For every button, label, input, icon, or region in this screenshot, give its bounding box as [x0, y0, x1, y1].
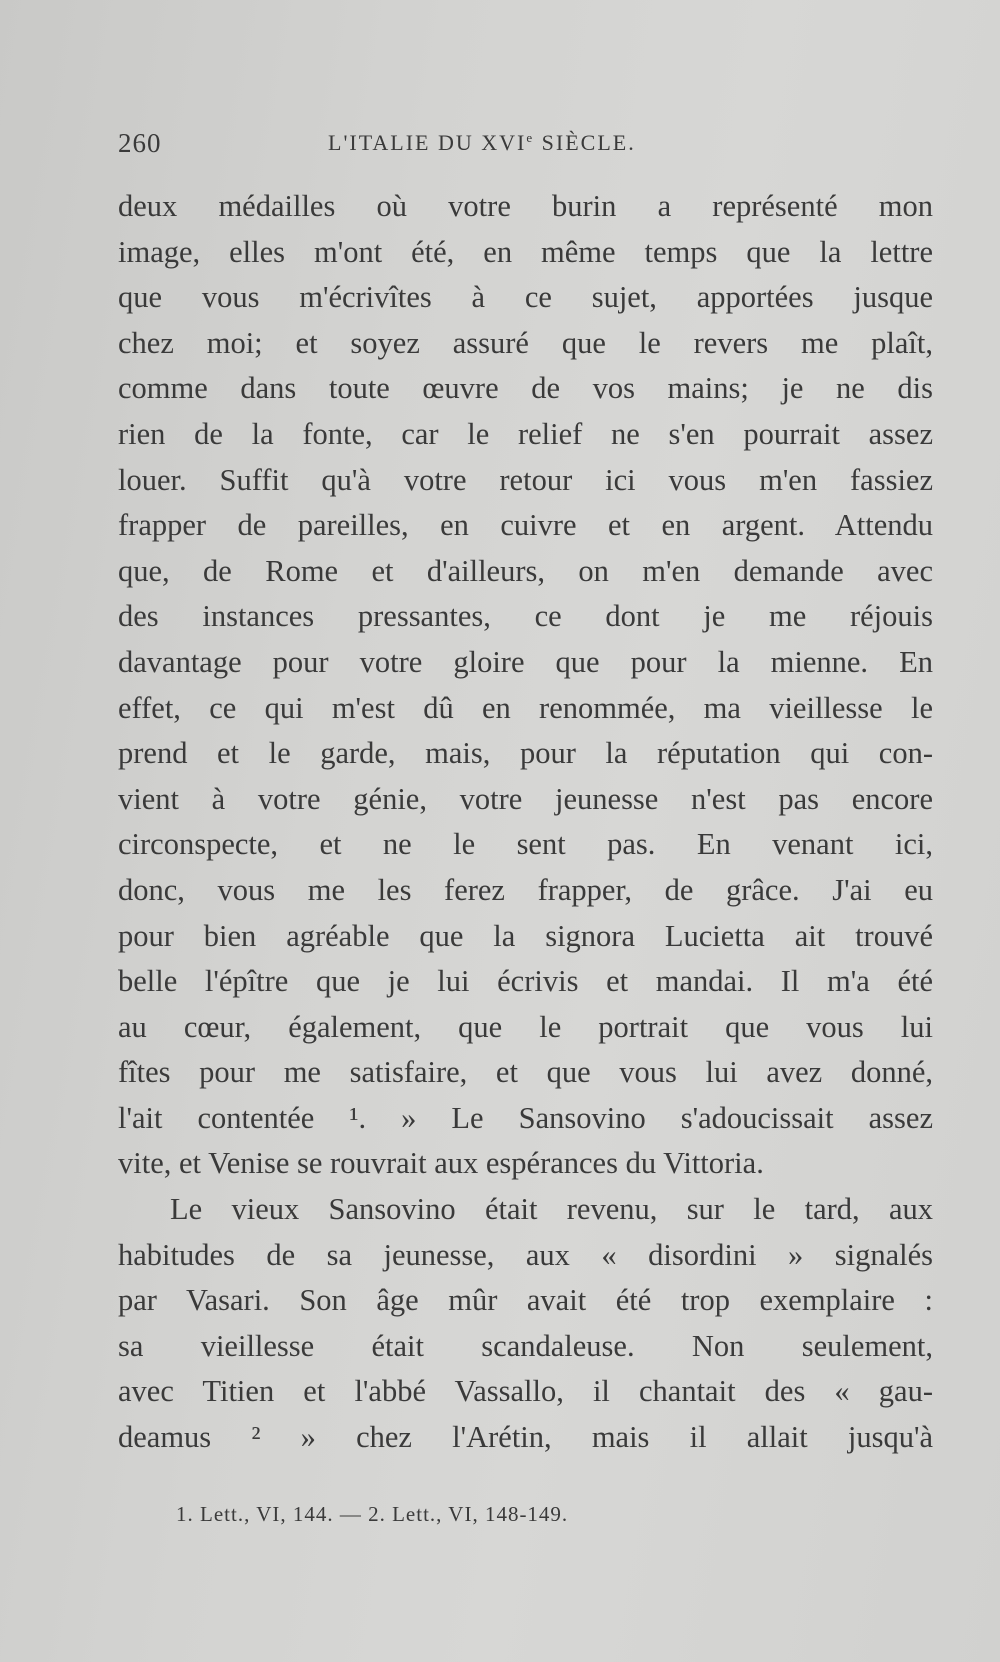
text-line: habitudes de sa jeunesse, aux « disordini » signalés [118, 1237, 933, 1272]
text-line: que, de Rome et d'ailleurs, on m'en demande avec [118, 553, 933, 588]
running-title [328, 130, 636, 156]
text-line: des instances pressantes, ce dont je me réjouis [118, 599, 933, 634]
text-line: deamus ² » chez l'Arétin, mais il allait jusqu'à [118, 1420, 933, 1455]
text-line: au cœur, également, que le portrait que vous lui [118, 1009, 933, 1044]
text-line: sa vieillesse était scandaleuse. Non seulement, [118, 1328, 933, 1363]
body-text [118, 184, 933, 1461]
text-line: circonspecte, et ne le sent pas. En venant ici, [118, 827, 933, 862]
text-line: par Vasari. Son âge mûr avait été trop exemplaire : [118, 1283, 933, 1318]
text-line: deux médailles où votre burin a représenté mon [118, 189, 933, 223]
running-title-main: L'ITALIE DU XVI [328, 130, 527, 155]
text-line: belle l'épître que je lui écrivis et mandai. Il m'a été [118, 964, 933, 999]
text-line: comme dans toute œuvre de vos mains; je ne dis [118, 371, 933, 406]
text-line: vient à votre génie, votre jeunesse n'est pas encore [118, 781, 933, 816]
text-line: davantage pour votre gloire que pour la mienne. En [118, 644, 933, 679]
text-line: frapper de pareilles, en cuivre et en argent. Attendu [118, 508, 933, 543]
text-line: vite, et Venise se rouvrait aux espérances du Vittoria. [118, 1146, 764, 1181]
text-line: l'ait contentée ¹. » Le Sansovino s'adoucissait assez [118, 1100, 933, 1135]
text-line: louer. Suffit qu'à votre retour ici vous m'en fassiez [118, 462, 933, 497]
text-line: pour bien agréable que la signora Lucietta ait trouvé [118, 918, 933, 953]
footnotes: 1. Lett., VI, 144. — 2. Lett., VI, 148-149. [176, 1502, 569, 1526]
text-line: fîtes pour me satisfaire, et que vous lui avez donné, [118, 1055, 933, 1090]
page-number: 260 [118, 128, 162, 158]
text-line: chez moi; et soyez assuré que le revers me plaît, [118, 325, 933, 360]
running-title-superscript: e [526, 130, 535, 145]
running-title-tail: SIÈCLE. [534, 130, 636, 155]
text-line: donc, vous me les ferez frapper, de grâce. J'ai eu [118, 872, 933, 907]
text-line: avec Titien et l'abbé Vassallo, il chantait des « gau- [118, 1374, 933, 1409]
text-line: que vous m'écrivîtes à ce sujet, apportées jusque [118, 280, 933, 315]
text-line: rien de la fonte, car le relief ne s'en pourrait assez [118, 416, 933, 451]
running-head [118, 128, 918, 168]
text-line: prend et le garde, mais, pour la réputation qui con- [118, 736, 933, 771]
paragraph-start-line: Le vieux Sansovino était revenu, sur le tard, aux [170, 1192, 933, 1227]
text-line: image, elles m'ont été, en même temps que la lettre [118, 234, 933, 269]
text-line: effet, ce qui m'est dû en renommée, ma vieillesse le [118, 690, 933, 725]
